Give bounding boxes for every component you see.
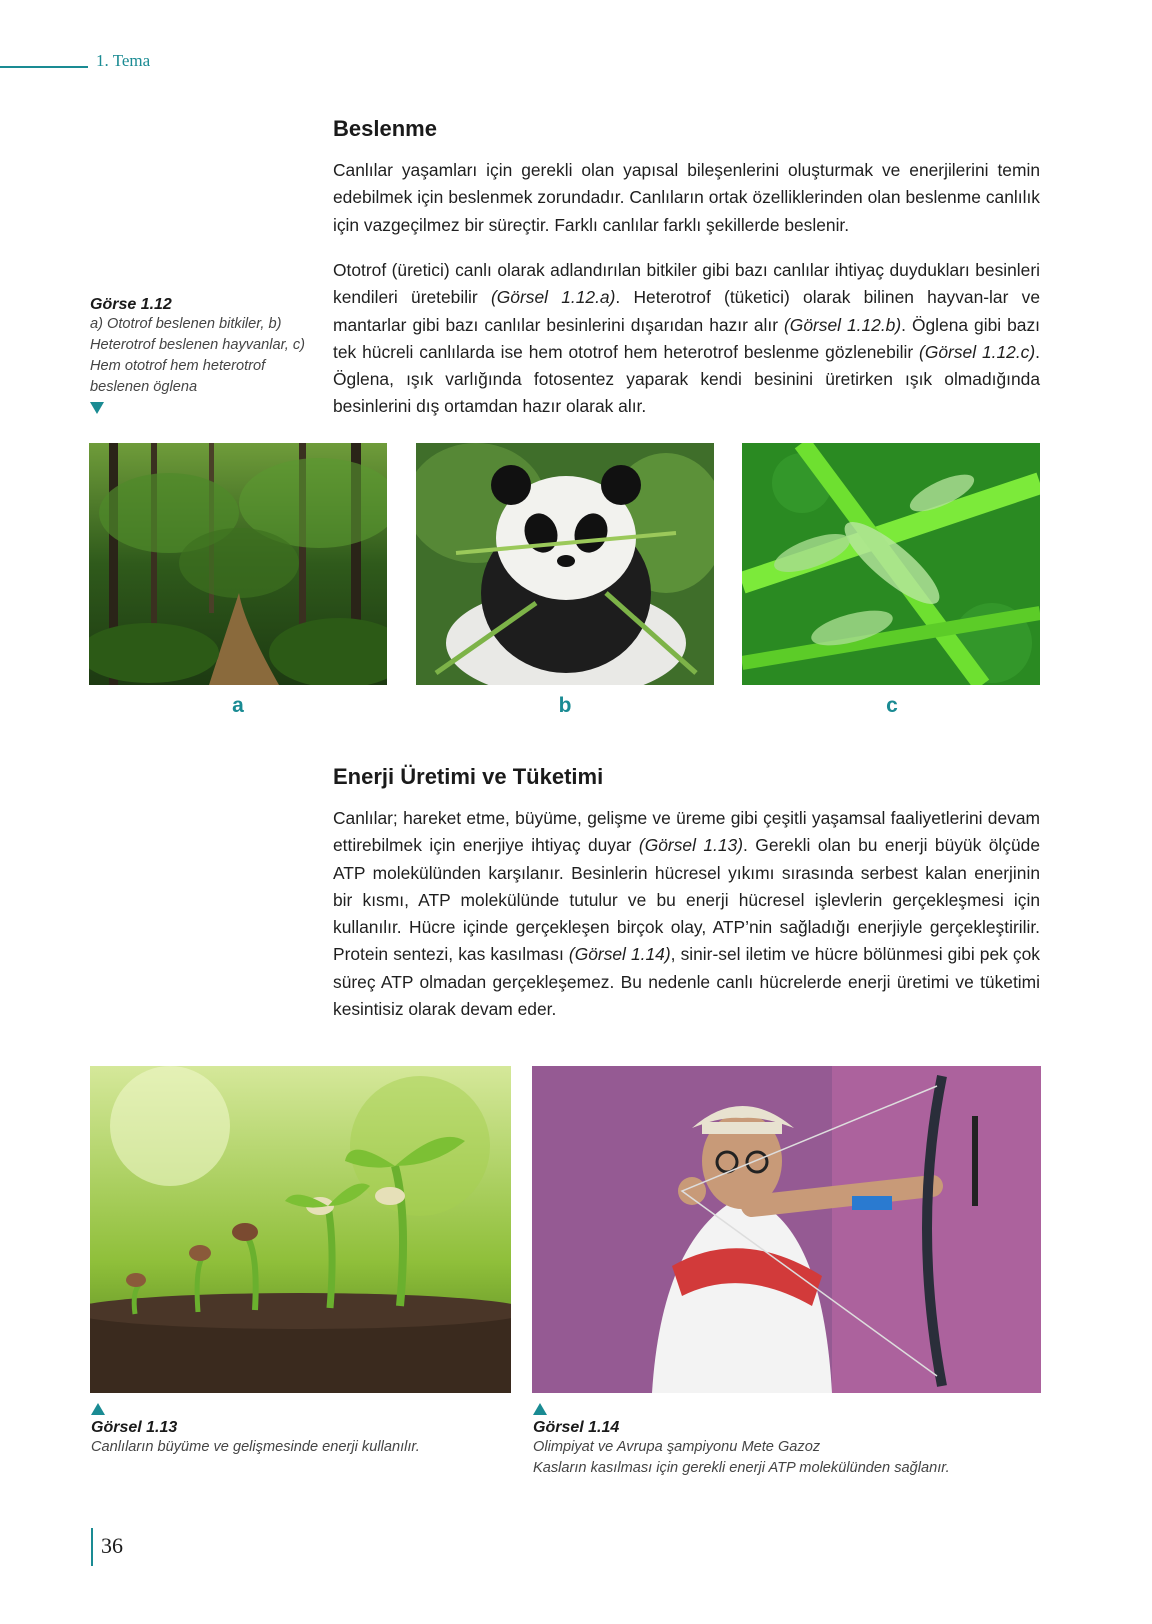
figure-reference: (Görsel 1.14): [568, 944, 671, 965]
figure-1-13-caption: [91, 1403, 511, 1458]
text-run: , sinir-sel iletim ve hücre bölünmesi gibi pek çok süreç ATP olmadan gerçekleşemez. Bu nedenle canlı hücrelerde enerji üretimi ve tüketimi kesintisiz olarak devam eder.: [333, 944, 1040, 1020]
caption-text: Canlıların büyüme ve gelişmesinde enerji kullanılır.: [91, 1439, 420, 1455]
panda-photo: [416, 443, 714, 685]
paragraph-beslenme-1: [333, 157, 1040, 239]
euglena-photo: [742, 443, 1040, 685]
figure-1-12-caption: [90, 296, 315, 414]
caption-text-line-1: Olimpiyat ve Avrupa şampiyonu Mete Gazoz: [533, 1439, 821, 1455]
paragraph-text: [333, 257, 1040, 421]
seedlings-photo: [90, 1066, 511, 1393]
caption-title: Görse 1.12: [90, 296, 172, 313]
paragraph-text: [333, 805, 1040, 1023]
caption-title: Görsel 1.14: [533, 1419, 620, 1436]
image-label-c: c: [886, 694, 898, 717]
caption-arrow-down-icon: [90, 402, 104, 414]
text-run: Ototrof (üretici) canlı olarak adlandırılan bitkiler gibi bazı canlılar ihtiyaç duydukları besinleri kendileri üretebilir: [333, 260, 1040, 308]
page-number: 36: [101, 1533, 123, 1558]
figure-reference: (Görsel 1.13): [638, 835, 744, 856]
paragraph-text: Canlılar yaşamları için gerekli olan yapısal bileşenlerini oluşturmak ve enerjilerini temin edebilmek için beslenmek zorundadır. Canlıların ortak özelliklerinden olan beslenme canlılık için vazgeçilmez bir süreçtir. Farklı canlılar farklı şekillerde beslenir.: [333, 160, 1040, 235]
image-label-a: a: [232, 694, 244, 717]
section-heading-beslenme: Beslenme: [333, 116, 437, 141]
text-run: . Öglena, ışık varlığında fotosentez yaparak kendi besinini üretirken ışık olmadığında besinlerini dış ortamdan hazır olarak alır.: [333, 341, 1040, 417]
page-number-rule: [91, 1528, 93, 1566]
theme-label: 1. Tema: [96, 51, 151, 70]
archer-photo: [532, 1066, 1041, 1393]
text-run: . Gerekli olan bu enerji büyük ölçüde ATP molekülünden karşılanır. Besinlerin hücresel yıkımı sırasında serbest kalan enerjinin bir kısmı, ATP molekülünde tutulur ve bu enerji hücresel işlevlerin gerçekleşmesi için kullanılır. Hücre içinde gerçekleşen birçok olay, ATP’nin sağladığı enerjiyle gerçekleştirilir. Protein sentezi, kas kasılması: [333, 835, 1040, 965]
caption-text: a) Ototrof beslenen bitkiler, b) Heterotrof beslenen hayvanlar, c) Hem ototrof hem heterotrof beslenen öglena: [90, 316, 305, 395]
caption-arrow-up-icon: [533, 1403, 547, 1415]
forest-photo: [89, 443, 387, 685]
caption-title: Görsel 1.13: [91, 1419, 178, 1436]
text-run: . Öglena gibi bazı tek hücreli canlılarda ise hem ototrof hem heterotrof beslenme gözlenebilir: [333, 314, 1040, 362]
text-run: . Heterotrof (tüketici) olarak bilinen hayvan-lar ve mantarlar gibi bazı canlılar besinlerini dışarıdan hazır alır: [333, 287, 1040, 335]
text-run: Canlılar; hareket etme, büyüme, gelişme ve üreme gibi çeşitli yaşamsal faaliyetlerini devam ettirebilmek için enerjiye ihtiyaç duyar: [333, 808, 1040, 856]
figure-reference: (Görsel 1.12.a): [490, 287, 616, 308]
paragraph-enerji: [333, 805, 1040, 1023]
header-rule: [0, 66, 88, 68]
section-heading-enerji: Enerji Üretimi ve Tüketimi: [333, 764, 604, 789]
caption-text-line-2: Kasların kasılması için gerekli enerji ATP molekülünden sağlanır.: [533, 1460, 950, 1476]
image-label-b: b: [558, 694, 572, 717]
figure-reference: (Görsel 1.12.c): [919, 341, 1036, 362]
paragraph-beslenme-2: [333, 257, 1040, 421]
caption-arrow-up-icon: [91, 1403, 105, 1415]
figure-1-14-caption: [533, 1403, 1041, 1479]
figure-reference: (Görsel 1.12.b): [784, 314, 902, 335]
